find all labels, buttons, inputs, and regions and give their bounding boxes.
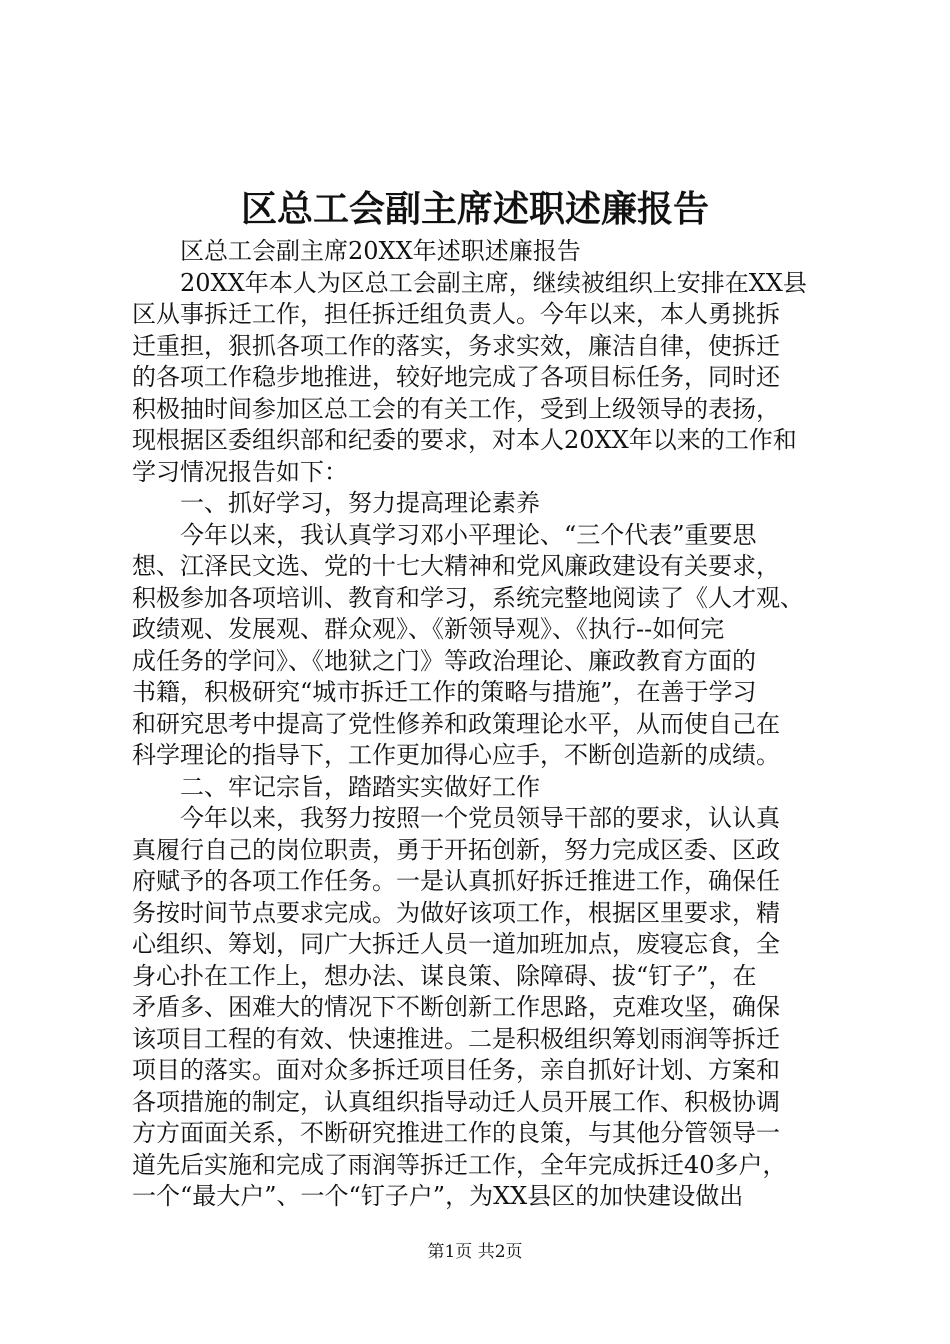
section-heading-1: 一、抓好学习，努力提高理论素养 (180, 489, 540, 517)
text-line: 务按时间节点要求完成。为做好该项工作，根据区里要求，精 (132, 898, 780, 927)
text-line: 政绩观、发展观、群众观》、《新领导观》、《执行--如何完 (132, 615, 725, 643)
text-line: 身心扑在工作上，想办法、谋良策、除障碍、拔“钉子”，在 (132, 961, 757, 990)
text-line: 方方面面关系，不断研究推进工作的良策，与其他分管领导一 (132, 1119, 780, 1147)
text-line: 积极参加各项培训、教育和学习，系统完整地阅读了《人才观、 (132, 583, 804, 612)
page-number-footer: 第1页 共2页 (427, 1242, 523, 1262)
text-line: 区从事拆迁工作，担任拆迁组负责人。今年以来，本人勇挑拆 (132, 300, 780, 328)
text-line: 各项措施的制定，认真组织指导动迁人员开展工作、积极协调 (132, 1087, 780, 1116)
text-line: 府赋予的各项工作任务。一是认真抓好拆迁推进工作，确保任 (132, 867, 780, 895)
document-body (132, 236, 832, 1213)
document-title: 区总工会副主席述职述廉报告 (240, 188, 709, 230)
text-line: 项目的落实。面对众多拆迁项目任务，亲自抓好计划、方案和 (132, 1056, 780, 1084)
text-line: 书籍，积极研究“城市拆迁工作的策略与措施”，在善于学习 (132, 678, 757, 706)
text-line: 现根据区委组织部和纪委的要求，对本人20XX年以来的工作和 (132, 426, 797, 454)
text-line: 想、江泽民文选、党的十七大精神和党风廉政建设有关要求， (132, 552, 780, 580)
text-line: 心组织、筹划，同广大拆迁人员一道加班加点，废寝忘食，全 (132, 930, 780, 958)
section-heading-2: 二、牢记宗旨，踏踏实实做好工作 (180, 772, 540, 801)
text-line: 道先后实施和完成了雨润等拆迁工作，全年完成拆迁40多户， (132, 1150, 787, 1179)
text-line: 成任务的学问》、《地狱之门》等政治理论、廉政教育方面的 (132, 646, 756, 675)
text-line-subtitle: 区总工会副主席20XX年述职述廉报告 (180, 237, 581, 265)
text-line: 的各项工作稳步地推进，较好地完成了各项目标任务，同时还 (132, 363, 780, 391)
text-line: 该项目工程的有效、快速推进。二是积极组织筹划雨润等拆迁 (132, 1024, 780, 1053)
text-line: 真履行自己的岗位职责，勇于开拓创新，努力完成区委、区政 (132, 835, 780, 864)
text-line: 积极抽时间参加区总工会的有关工作，受到上级领导的表扬， (132, 394, 780, 423)
text-line: 学习情况报告如下： (132, 457, 348, 486)
text-line: 和研究思考中提高了党性修养和政策理论水平，从而使自己在 (132, 709, 780, 738)
text-line: 科学理论的指导下，工作更加得心应手，不断创造新的成绩。 (132, 741, 780, 769)
text-line: 今年以来，我努力按照一个党员领导干部的要求，认认真 (180, 804, 780, 832)
text-line: 矛盾多、困难大的情况下不断创新工作思路，克难攻坚，确保 (132, 993, 780, 1021)
text-line: 一个“最大户”、一个“钉子户”，为XX县区的加快建设做出 (132, 1182, 744, 1210)
text-line: 迁重担，狠抓各项工作的落实，务求实效，廉洁自律，使拆迁 (132, 331, 780, 360)
text-line: 今年以来，我认真学习邓小平理论、“三个代表”重要思 (180, 520, 757, 549)
text-line: 20XX年本人为区总工会副主席，继续被组织上安排在XX县 (180, 268, 807, 297)
